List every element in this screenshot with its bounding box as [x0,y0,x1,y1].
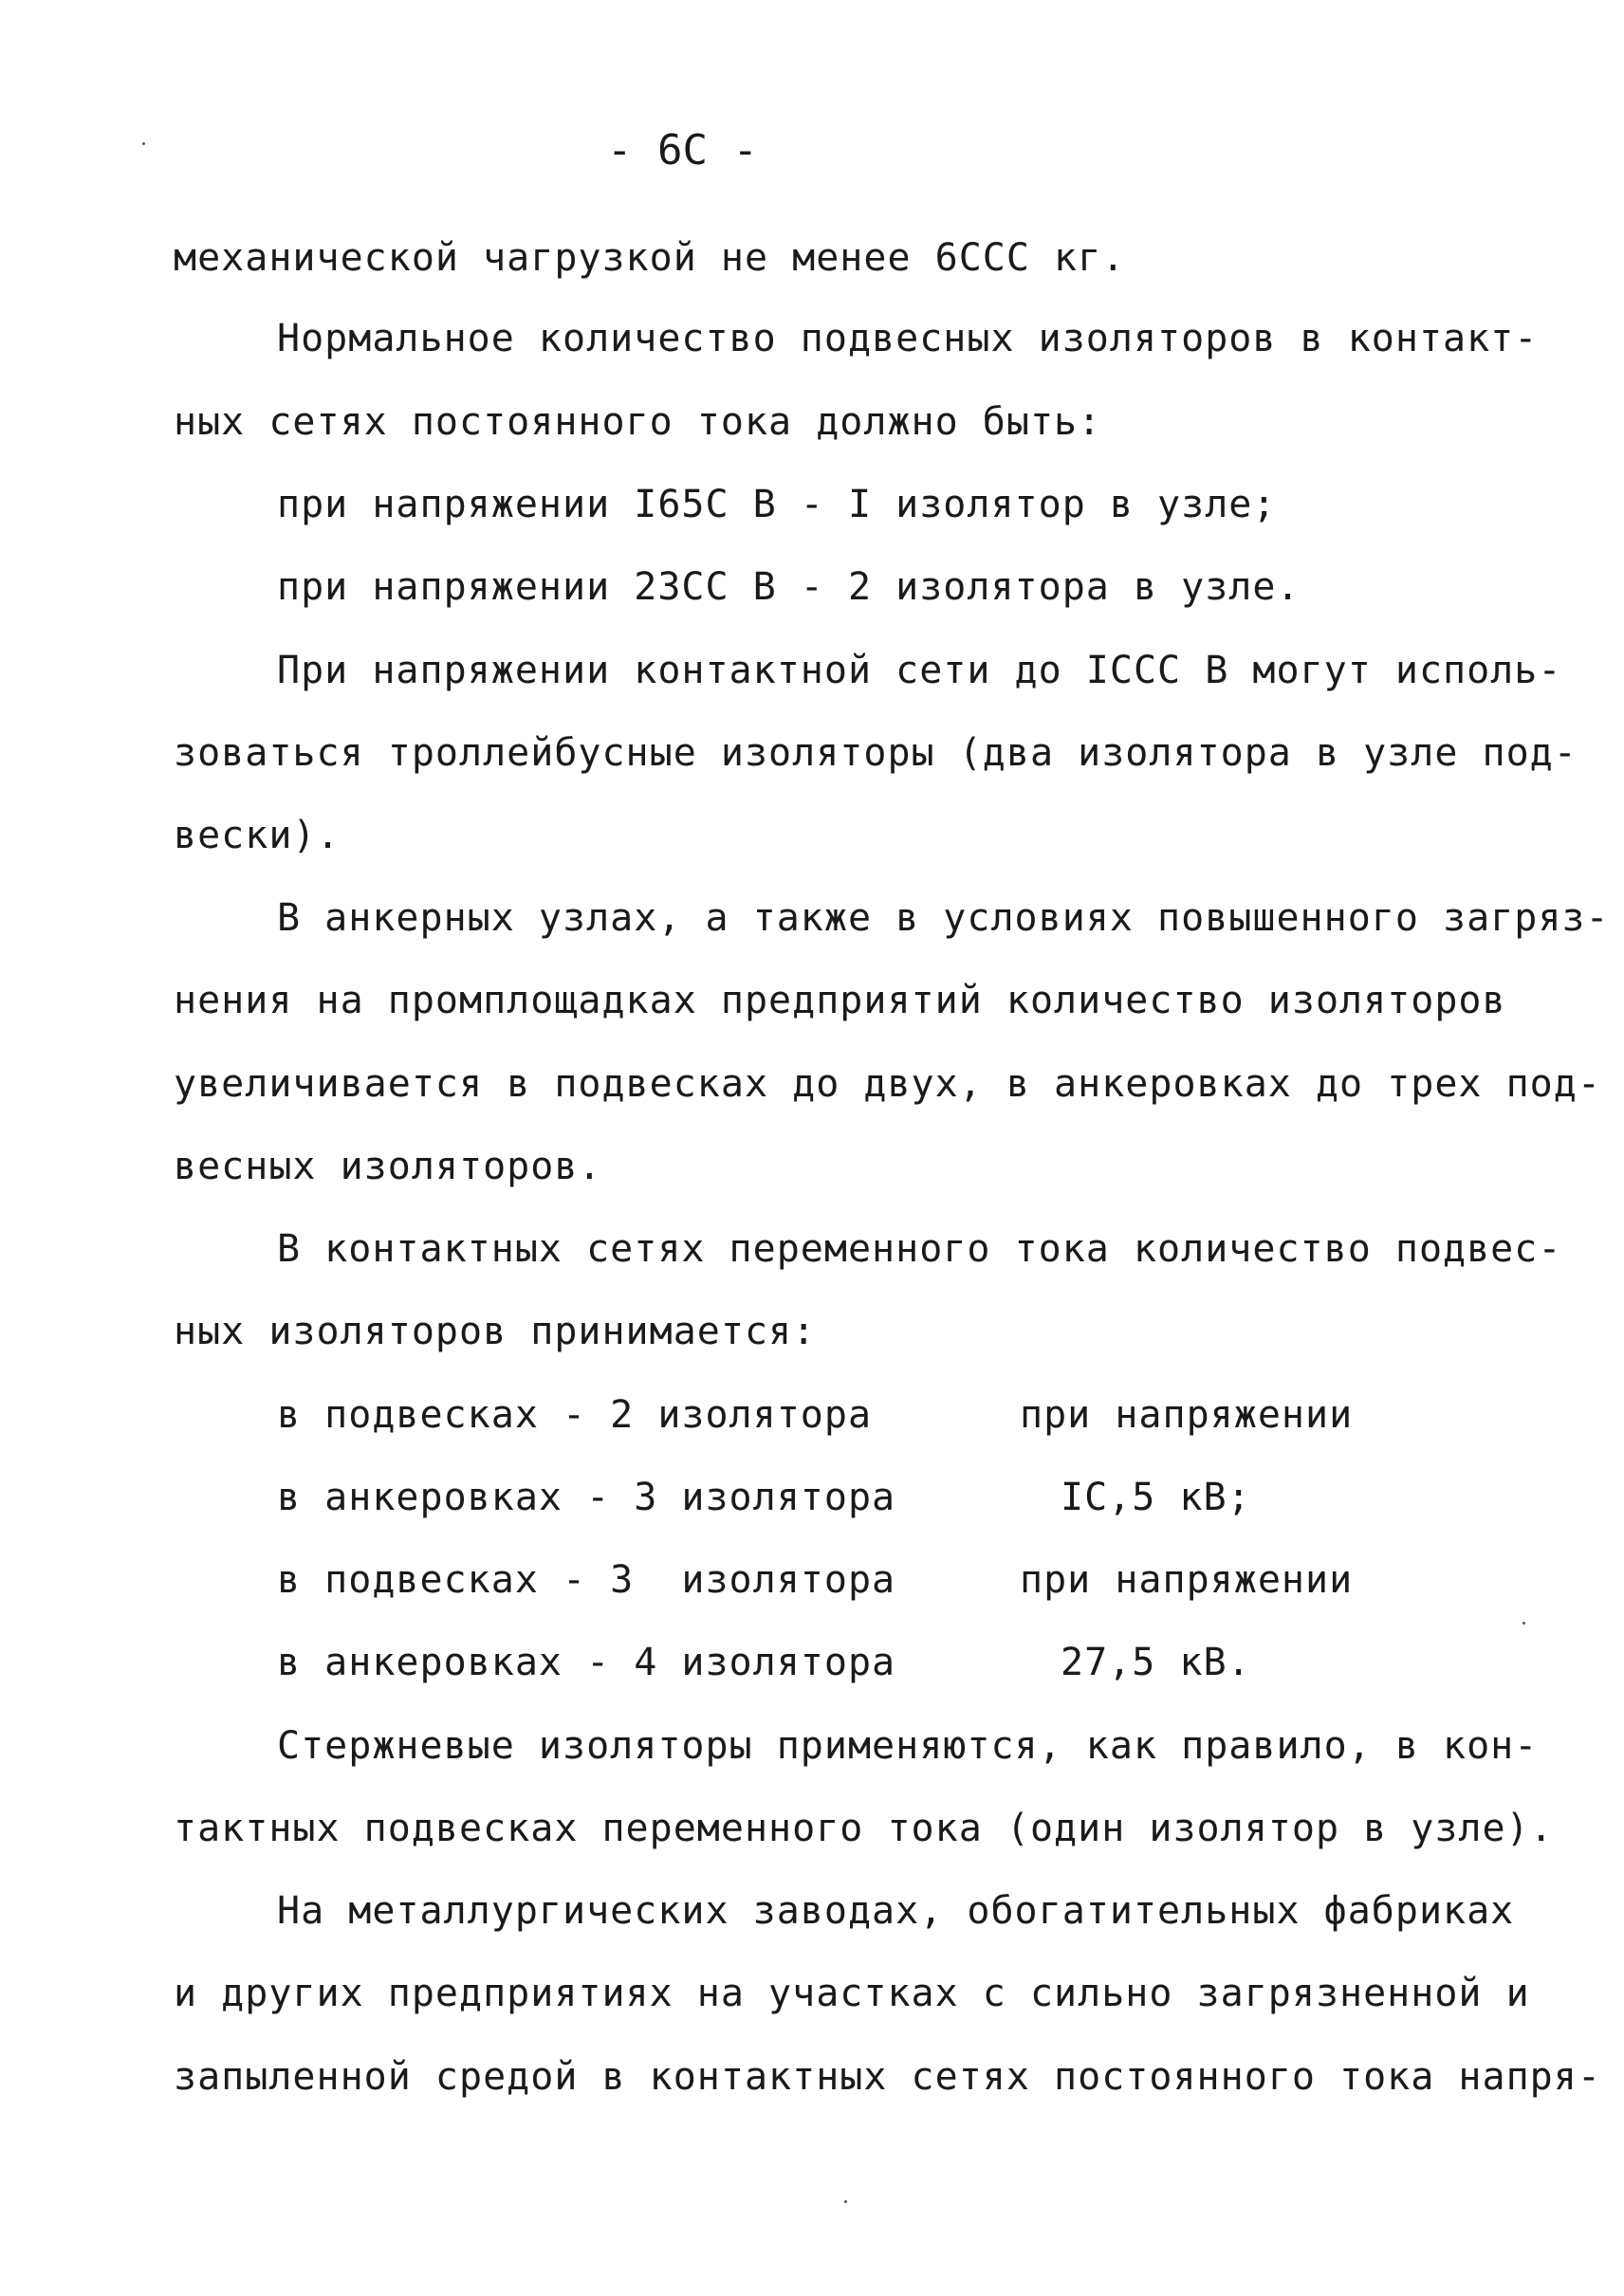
text-line: В контактных сетях переменного тока количество подвес- [277,1227,1562,1271]
text-line: вески). [174,814,341,857]
text-line: при напряжении 23СС В - 2 изолятора в узле. [277,565,1301,609]
text-line: В анкерных узлах, а также в условиях повышенного загряз- [277,896,1610,940]
text-line: Стержневые изоляторы применяются, как правило, в кон- [277,1724,1539,1768]
text-line: Нормальное количество подвесных изоляторов в контакт- [277,317,1539,360]
scan-speck [844,2200,847,2203]
scan-speck [1522,1622,1525,1625]
text-line: весных изоляторов. [174,1145,602,1188]
table-right-cell: при напряжении [1020,1558,1354,1602]
table-right-cell: 27,5 кВ. [1061,1641,1251,1684]
text-line: зоваться троллейбусные изоляторы (два изолятора в узле под- [174,731,1578,775]
table-right-cell: IC,5 кВ; [1061,1476,1251,1519]
text-line: при напряжении I65C В - I изолятор в узле; [277,483,1277,526]
table-right-cell: при напряжении [1020,1393,1354,1437]
text-line: ных сетях постоянного тока должно быть: [174,400,1102,444]
text-line: При напряжении контактной сети до IССС В могут исполь- [277,649,1562,692]
table-left-cell: в анкеровках - 4 изолятора [277,1641,896,1684]
text-line: тактных подвесках переменного тока (один изолятор в узле). [174,1807,1554,1850]
text-line: механической чагрузкой не менее 6ССС кг. [174,236,1126,280]
text-line: На металлургических заводах, обогатительных фабриках [277,1889,1515,1933]
table-left-cell: в анкеровках - 3 изолятора [277,1476,896,1519]
text-line: и других предприятиях на участках с сильно загрязненной и [174,1972,1530,2015]
page-number: - 6C - [607,126,758,174]
table-left-cell: в подвесках - 2 изолятора [277,1393,873,1437]
scan-speck [142,142,145,145]
text-line: нения на промплощадках предприятий количество изоляторов [174,979,1506,1022]
text-line: запыленной средой в контактных сетях постоянного тока напря- [174,2055,1601,2099]
table-left-cell: в подвесках - 3 изолятора [277,1558,896,1602]
text-line: увеличивается в подвесках до двух, в анкеровках до трех под- [174,1062,1601,1106]
text-line: ных изоляторов принимается: [174,1310,817,1353]
